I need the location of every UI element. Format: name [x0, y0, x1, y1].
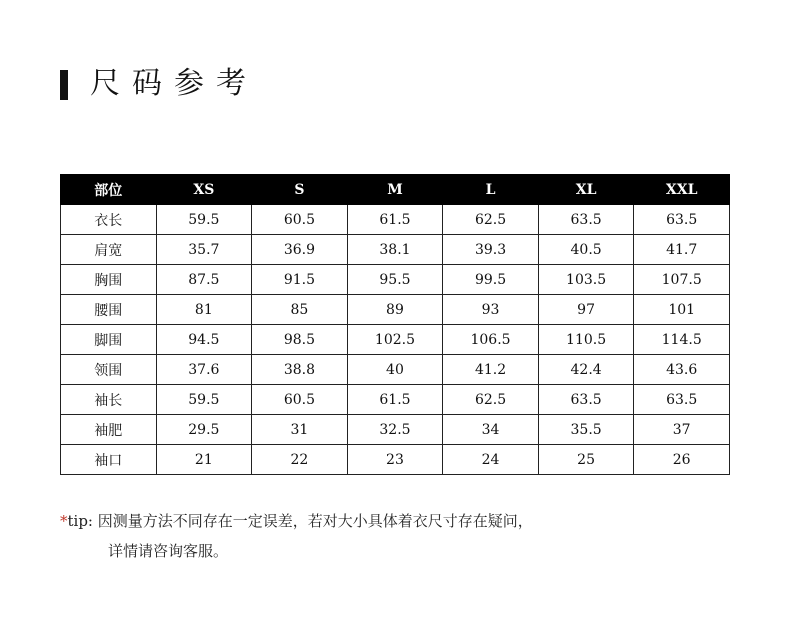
- value-cell: 114.5: [634, 325, 730, 355]
- row-label-cell: 领围: [61, 355, 157, 385]
- header-cell: 部位: [61, 175, 157, 205]
- value-cell: 60.5: [252, 205, 348, 235]
- header-cell: XL: [538, 175, 634, 205]
- value-cell: 43.6: [634, 355, 730, 385]
- value-cell: 38.8: [252, 355, 348, 385]
- value-cell: 31: [252, 415, 348, 445]
- header-cell: M: [347, 175, 443, 205]
- value-cell: 103.5: [538, 265, 634, 295]
- value-cell: 42.4: [538, 355, 634, 385]
- value-cell: 37: [634, 415, 730, 445]
- header-cell: XXL: [634, 175, 730, 205]
- value-cell: 107.5: [634, 265, 730, 295]
- value-cell: 63.5: [634, 205, 730, 235]
- value-cell: 32.5: [347, 415, 443, 445]
- value-cell: 97: [538, 295, 634, 325]
- row-label-cell: 袖口: [61, 445, 157, 475]
- row-label-cell: 袖长: [61, 385, 157, 415]
- value-cell: 62.5: [443, 385, 539, 415]
- value-cell: 40.5: [538, 235, 634, 265]
- header-cell: XS: [156, 175, 252, 205]
- value-cell: 38.1: [347, 235, 443, 265]
- table-row: [61, 415, 730, 445]
- header-cell: L: [443, 175, 539, 205]
- value-cell: 41.2: [443, 355, 539, 385]
- value-cell: 98.5: [252, 325, 348, 355]
- value-cell: 94.5: [156, 325, 252, 355]
- value-cell: 89: [347, 295, 443, 325]
- row-label-cell: 衣长: [61, 205, 157, 235]
- value-cell: 40: [347, 355, 443, 385]
- value-cell: 63.5: [634, 385, 730, 415]
- value-cell: 24: [443, 445, 539, 475]
- row-label-cell: 肩宽: [61, 235, 157, 265]
- row-label-cell: 腰围: [61, 295, 157, 325]
- value-cell: 26: [634, 445, 730, 475]
- tip-line-2: 详情请咨询客服。: [108, 542, 229, 560]
- value-cell: 61.5: [347, 205, 443, 235]
- tip-label: tip:: [67, 512, 93, 530]
- value-cell: 63.5: [538, 205, 634, 235]
- table-row: [61, 235, 730, 265]
- header-cell: S: [252, 175, 348, 205]
- value-cell: 22: [252, 445, 348, 475]
- value-cell: 41.7: [634, 235, 730, 265]
- value-cell: 59.5: [156, 205, 252, 235]
- value-cell: 59.5: [156, 385, 252, 415]
- table-row: [61, 265, 730, 295]
- tip-note: [60, 506, 750, 566]
- table-row: [61, 445, 730, 475]
- title-accent-bar: [60, 70, 68, 100]
- value-cell: 60.5: [252, 385, 348, 415]
- value-cell: 81: [156, 295, 252, 325]
- value-cell: 85: [252, 295, 348, 325]
- value-cell: 61.5: [347, 385, 443, 415]
- page-title: 尺码参考: [90, 66, 258, 101]
- row-label-cell: 胸围: [61, 265, 157, 295]
- table-row: [61, 355, 730, 385]
- row-label-cell: 脚围: [61, 325, 157, 355]
- value-cell: 34: [443, 415, 539, 445]
- row-label-cell: 袖肥: [61, 415, 157, 445]
- value-cell: 23: [347, 445, 443, 475]
- table-row: [61, 325, 730, 355]
- value-cell: 35.7: [156, 235, 252, 265]
- value-cell: 39.3: [443, 235, 539, 265]
- value-cell: 95.5: [347, 265, 443, 295]
- value-cell: 93: [443, 295, 539, 325]
- tip-line-1: 因测量方法不同存在一定误差，若对大小具体着衣尺寸存在疑问，: [97, 512, 533, 530]
- size-chart-table: [60, 174, 730, 475]
- value-cell: 37.6: [156, 355, 252, 385]
- table-row: [61, 295, 730, 325]
- table-header-row: [61, 175, 730, 205]
- value-cell: 106.5: [443, 325, 539, 355]
- value-cell: 91.5: [252, 265, 348, 295]
- tip-star: *: [60, 512, 68, 530]
- value-cell: 25: [538, 445, 634, 475]
- table-row: [61, 205, 730, 235]
- value-cell: 62.5: [443, 205, 539, 235]
- value-cell: 110.5: [538, 325, 634, 355]
- value-cell: 35.5: [538, 415, 634, 445]
- table-row: [61, 385, 730, 415]
- value-cell: 21: [156, 445, 252, 475]
- value-cell: 102.5: [347, 325, 443, 355]
- value-cell: 99.5: [443, 265, 539, 295]
- value-cell: 87.5: [156, 265, 252, 295]
- value-cell: 101: [634, 295, 730, 325]
- value-cell: 29.5: [156, 415, 252, 445]
- value-cell: 63.5: [538, 385, 634, 415]
- value-cell: 36.9: [252, 235, 348, 265]
